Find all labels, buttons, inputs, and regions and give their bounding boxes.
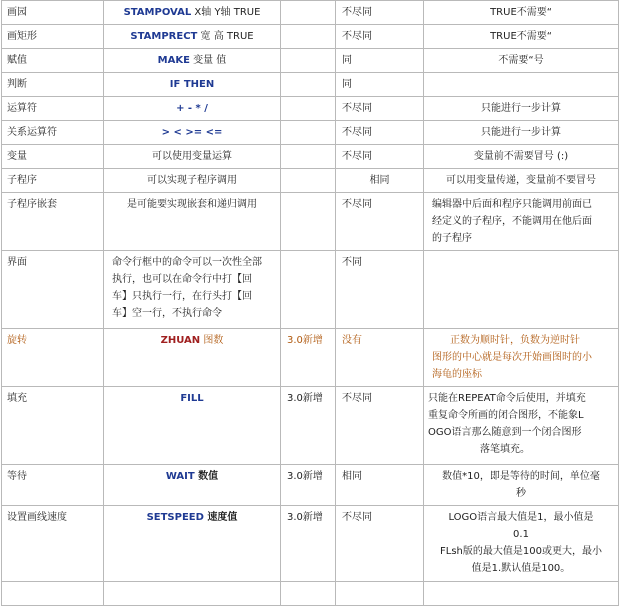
command-args: 速度值 [203,512,238,523]
note-cell: 只能进行一步计算 [424,97,619,121]
version-cell [281,251,336,329]
table-row [2,329,619,387]
compat-mark: 不尽同 [336,121,424,145]
table-row [2,387,619,465]
note-line: 海龟的座标 [432,369,482,380]
feature-name: 画园 [2,1,104,25]
command-keyword: STAMPRECT [130,31,198,42]
version-cell [281,193,336,251]
compat-mark: 不尽同 [336,387,424,465]
compat-mark: 不尽同 [336,97,424,121]
note-cell: TRUE不需要“ [424,1,619,25]
version-cell: 3.0新增 [281,387,336,465]
feature-name: 界面 [2,251,104,329]
table-row [2,25,619,49]
note-cell [424,73,619,97]
command-syntax [104,121,281,145]
command-keyword: FILL [180,393,204,404]
note-cell: 可以用变量传递，变量前不要冒号 [424,169,619,193]
version-cell: 3.0新增 [281,506,336,582]
command-syntax [104,329,281,387]
command-description: 是可能要实现嵌套和递归调用 [104,193,281,251]
command-syntax [104,25,281,49]
feature-name: 变量 [2,145,104,169]
table-row [2,49,619,73]
version-cell [281,25,336,49]
note-line: 秒 [516,488,526,499]
note-line: OGO语言那么随意到一个闭合图形 [428,427,582,438]
table-row [2,1,619,25]
note-cell [424,465,619,506]
command-keyword: SETSPEED [146,512,204,523]
note-cell [424,506,619,582]
feature-name: 子程序 [2,169,104,193]
command-keyword: STAMPOVAL [123,7,192,18]
version-cell: 3.0新增 [281,329,336,387]
feature-name: 填充 [2,387,104,465]
feature-name: 旋转 [2,329,104,387]
empty-cell [2,582,104,606]
version-cell [281,145,336,169]
command-syntax [104,97,281,121]
compat-mark: 不同 [336,251,424,329]
command-keyword: ZHUAN [160,335,201,346]
command-description [104,251,281,329]
command-keyword: IF THEN [169,79,215,90]
table-row [2,97,619,121]
feature-name: 关系运算符 [2,121,104,145]
note-cell: 只能进行一步计算 [424,121,619,145]
command-syntax [104,49,281,73]
command-line: 执行，也可以在命令行中打【回 [112,274,252,285]
feature-name: 设置画线速度 [2,506,104,582]
note-cell: 不需要“号 [424,49,619,73]
note-cell [424,329,619,387]
note-cell [424,251,619,329]
note-line: 0.1 [513,529,529,540]
command-keyword: MAKE [157,55,190,66]
version-cell [281,121,336,145]
note-line: 图形的中心就是每次开始画图时的小 [432,352,592,363]
command-args: 图数 [200,335,224,346]
empty-cell [336,582,424,606]
version-cell [281,73,336,97]
feature-name: 画矩形 [2,25,104,49]
command-args: X轴 Y轴 TRUE [191,7,261,18]
table-row [2,169,619,193]
command-syntax [104,387,281,465]
feature-name: 等待 [2,465,104,506]
compat-mark: 没有 [336,329,424,387]
note-line: 经定义的子程序，不能调用在他后面 [432,216,592,227]
table-row [2,251,619,329]
version-cell [281,1,336,25]
note-line: 落笔填充。 [480,444,530,455]
compat-mark: 同 [336,49,424,73]
note-line: FLsh版的最大值是100或更大，最小 [440,546,602,557]
note-cell [424,387,619,465]
table-row [2,465,619,506]
note-line: 正数为顺时针，负数为逆时针 [450,335,580,346]
empty-cell [104,582,281,606]
note-line: 重复命令所画的闭合图形，不能象L [428,410,584,421]
command-keyword: + - * / [176,103,208,114]
note-line: 数值*10，即是等待的时间，单位毫 [442,471,600,482]
note-line: 只能在REPEAT命令后使用，并填充 [428,393,586,404]
empty-cell [281,582,336,606]
command-comparison-table [1,0,619,606]
command-syntax [104,1,281,25]
note-cell [424,193,619,251]
command-description: 可以实现子程序调用 [104,169,281,193]
command-args: 数值 [194,471,219,482]
command-syntax [104,73,281,97]
command-syntax [104,465,281,506]
command-line: 车】只执行一行，在行头打【回 [112,291,252,302]
note-cell: TRUE不需要“ [424,25,619,49]
compat-mark: 相同 [336,465,424,506]
command-syntax [104,506,281,582]
feature-name: 运算符 [2,97,104,121]
table-row [2,145,619,169]
note-cell: 变量前不需要冒号 (:) [424,145,619,169]
table-row [2,73,619,97]
note-line: 的子程序 [432,233,472,244]
compat-mark: 不尽同 [336,193,424,251]
compat-mark: 不尽同 [336,506,424,582]
compat-mark: 不尽同 [336,145,424,169]
command-line: 车】空一行，不执行命令 [112,308,222,319]
version-cell: 3.0新增 [281,465,336,506]
command-description: 可以使用变量运算 [104,145,281,169]
command-args: 变量 值 [189,55,227,66]
table-row-empty [2,582,619,606]
compat-mark: 不尽同 [336,1,424,25]
feature-name: 子程序嵌套 [2,193,104,251]
compat-mark: 不尽同 [336,25,424,49]
compat-mark: 相同 [336,169,424,193]
version-cell [281,169,336,193]
compat-mark: 同 [336,73,424,97]
feature-name: 赋值 [2,49,104,73]
feature-name: 判断 [2,73,104,97]
note-line: 值是1.默认值是100。 [471,563,571,574]
version-cell [281,97,336,121]
command-keyword: WAIT [165,471,195,482]
version-cell [281,49,336,73]
table-row [2,121,619,145]
table-row [2,193,619,251]
command-keyword: > < >= <= [161,127,223,138]
note-line: 编辑器中后面和程序只能调用前面已 [432,199,592,210]
command-line: 命令行框中的命令可以一次性全部 [112,257,262,268]
command-args: 宽 高 TRUE [197,31,254,42]
note-line: LOGO语言最大值是1，最小值是 [448,512,594,523]
empty-cell [424,582,619,606]
table-row [2,506,619,582]
